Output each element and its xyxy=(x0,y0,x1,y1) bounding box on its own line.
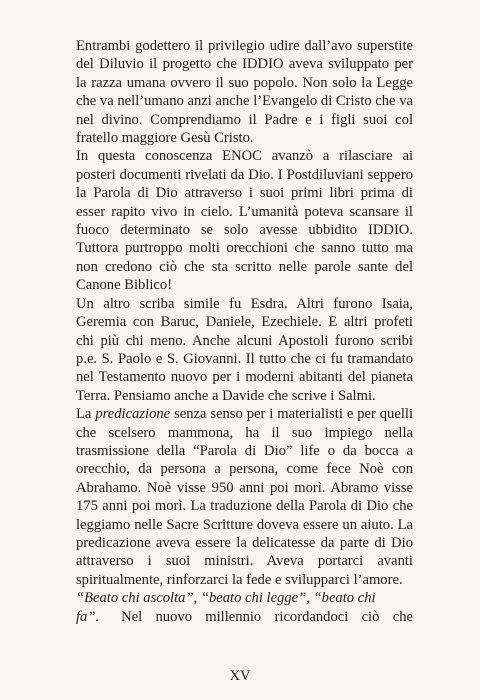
paragraph-2 xyxy=(76,147,413,294)
paragraph-4 xyxy=(76,405,413,589)
paragraph-3 xyxy=(76,295,413,405)
paragraph-1-text: Entrambi godettero il privilegio udire dall’avo superstite del Diluvio il progetto che IDDIO aveva sviluppato per la razza umana ovvero il suo popolo. Non solo la Legge che va nell’umano anzi anche l’Evangelo di Cristo che va nel divino. Comprendiamo il Padre e i figli suoi col fratello maggiore Gesù Cristo. xyxy=(76,38,413,147)
paragraph-4-lead: La xyxy=(76,406,96,423)
page-number: XV xyxy=(229,668,251,684)
paragraph-3-text: Un altro scriba simile fu Esdra. Altri furono Isaia, Geremia con Baruc, Daniele, Ezechiele. E altri profeti chi più chi meno. Anche alcuni Apostoli furono scribi p.e. S. Paolo e S. Giovanni. Il tutto che ci fu tramandato nel Testamento nuovo per i moderni abitanti del pianeta Terra. Pensiamo anche a Davide che scrive i Salmi. xyxy=(76,295,413,404)
paragraph-4-italic-term: predicazione xyxy=(95,406,171,423)
closing-quote-end: fa”. xyxy=(76,608,100,625)
closing-quote-line: “Beato chi ascolta”, “beato chi legge”, “beato chi xyxy=(76,590,376,607)
paragraph-4-text: senza senso per i materialisti e per quelli che scelsero mammona, ha il suo impiego nella trasmissione della “Parola di Dio” life o da bocca a orecchio, da persona a persona, come fece Noè con Abrahamo. Noè visse 950 anni poi morì. Abramo visse 175 anni poi morì. La traduzione della Parola di Dio che leggiamo nelle Sacre Scritture doveva essere un aiuto. La predicazione aveva essere la delicatesse da parte di Dio attraverso i suoi ministri. Aveva portarci avanti spiritualmente, rinforzarci la fede e svilupparci l’amore. xyxy=(76,406,413,588)
paragraph-1 xyxy=(76,37,413,147)
closing-last-line xyxy=(76,608,413,626)
paragraph-2-text: In questa conoscenza ENOC avanzò a rilasciare ai posteri documenti rivelati da Dio. I Postdiluviani seppero la Parola di Dio attraverso i suoi primi libri prima di esser rapito vivo in cielo. L’umanità poteva scansare il fuoco determinato se solo avesse ubbidito IDDIO. Tuttora purtroppo molti orecchioni che sanno tutto ma non credono ciò che sta scritto nelle parole sante del Canone Biblico! xyxy=(76,148,413,294)
body-text xyxy=(76,37,413,626)
closing-tail-text: Nel nuovo millennio ricordandoci ciò che xyxy=(121,608,413,625)
closing-paragraph xyxy=(76,589,413,607)
